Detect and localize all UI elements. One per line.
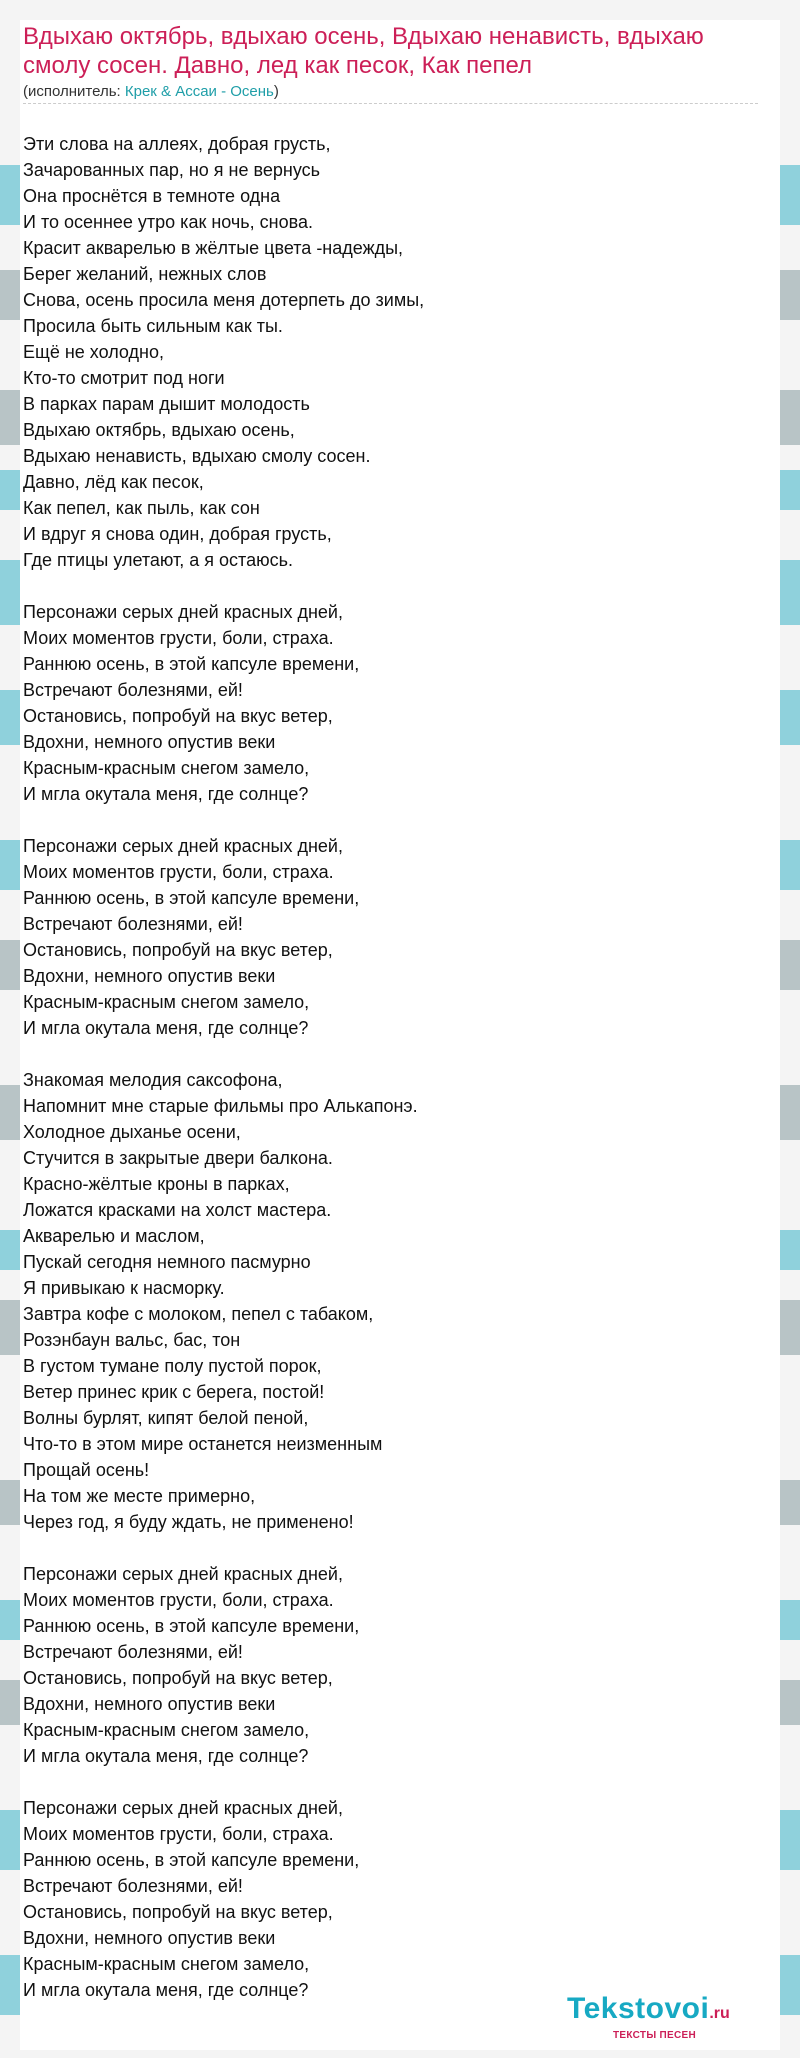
lyrics-line: Акварелью и маслом, <box>23 1226 205 1246</box>
lyrics-line: Эти слова на аллеях, добрая грусть, <box>23 134 331 154</box>
site-logo[interactable] <box>567 1992 730 2026</box>
lyrics-line: Просила быть сильным как ты. <box>23 316 283 336</box>
lyrics-line: Персонажи серых дней красных дней, <box>23 602 343 622</box>
lyrics-line: Как пепел, как пыль, как сон <box>23 498 260 518</box>
lyrics-line: Берег желаний, нежных слов <box>23 264 267 284</box>
lyrics-verse <box>23 599 743 807</box>
title-divider <box>23 103 758 104</box>
lyrics-line: И мгла окутала меня, где солнце? <box>23 1980 309 2000</box>
lyrics-line: И мгла окутала меня, где солнце? <box>23 1018 309 1038</box>
lyrics-line: Кто-то смотрит под ноги <box>23 368 225 388</box>
lyrics-line: Я привыкаю к насморку. <box>23 1278 225 1298</box>
lyrics-line: На том же месте примерно, <box>23 1486 256 1506</box>
lyrics-line: Моих моментов грусти, боли, страха. <box>23 1824 334 1844</box>
lyrics-line: Остановись, попробуй на вкус ветер, <box>23 940 333 960</box>
lyrics-verse <box>23 833 743 1041</box>
lyrics-line: И вдруг я снова один, добрая грусть, <box>23 524 332 544</box>
lyrics-line: Давно, лёд как песок, <box>23 472 204 492</box>
lyrics-line: В густом тумане полу пустой порок, <box>23 1356 322 1376</box>
lyrics-line: Пускай сегодня немного пасмурно <box>23 1252 311 1272</box>
lyrics-line: Розэнбаун вальс, бас, тон <box>23 1330 241 1350</box>
lyrics-line: Завтра кофе с молоком, пепел с табаком, <box>23 1304 374 1324</box>
lyrics-line: Красным-красным снегом замело, <box>23 758 310 778</box>
lyrics-line: Вдохни, немного опустив веки <box>23 1694 276 1714</box>
lyrics-line: Встречают болезнями, ей! <box>23 680 243 700</box>
lyrics-line: Ложатся красками на холст мастера. <box>23 1200 332 1220</box>
lyrics-line: Встречают болезнями, ей! <box>23 1642 243 1662</box>
logo-wordmark: Tekstovoi <box>567 1992 710 2025</box>
lyrics-line: Стучится в закрытые двери балкона. <box>23 1148 333 1168</box>
lyrics-verse <box>23 131 743 573</box>
lyrics-line: Через год, я буду ждать, не применено! <box>23 1512 354 1532</box>
lyrics-line: Знакомая мелодия саксофона, <box>23 1070 283 1090</box>
artist-prefix: (исполнитель: <box>23 83 125 100</box>
lyrics-line: Раннюю осень, в этой капсуле времени, <box>23 888 360 908</box>
lyrics-line: Снова, осень просила меня дотерпеть до зимы, <box>23 290 425 310</box>
lyrics-line: Зачарованных пар, но я не вернусь <box>23 160 321 180</box>
lyrics-line: В парках парам дышит молодость <box>23 394 310 414</box>
lyrics-line: Моих моментов грусти, боли, страха. <box>23 862 334 882</box>
lyrics-line: Раннюю осень, в этой капсуле времени, <box>23 1616 360 1636</box>
lyrics-body <box>23 131 743 2029</box>
lyrics-line: Остановись, попробуй на вкус ветер, <box>23 1902 333 1922</box>
lyrics-line: Красит акварелью в жёлтые цвета -надежды, <box>23 238 404 258</box>
lyrics-line: Остановись, попробуй на вкус ветер, <box>23 706 333 726</box>
lyrics-line: Холодное дыханье осени, <box>23 1122 241 1142</box>
lyrics-line: Остановись, попробуй на вкус ветер, <box>23 1668 333 1688</box>
logo-tagline: ТЕКСТЫ ПЕСЕН <box>613 2030 696 2041</box>
lyrics-line: Персонажи серых дней красных дней, <box>23 1798 343 1818</box>
lyrics-line: Раннюю осень, в этой капсуле времени, <box>23 654 360 674</box>
lyrics-line: Раннюю осень, в этой капсуле времени, <box>23 1850 360 1870</box>
lyrics-line: Красным-красным снегом замело, <box>23 1720 310 1740</box>
lyrics-line: Где птицы улетают, а я остаюсь. <box>23 550 293 570</box>
lyrics-line: Вдохни, немного опустив веки <box>23 966 276 986</box>
lyrics-verse <box>23 1067 743 1535</box>
lyrics-line: Вдохни, немного опустив веки <box>23 1928 276 1948</box>
logo-domain: .ru <box>709 2005 730 2022</box>
lyrics-verse <box>23 1561 743 1769</box>
lyrics-line: Красно-жёлтые кроны в парках, <box>23 1174 290 1194</box>
lyrics-line: Прощай осень! <box>23 1460 150 1480</box>
lyrics-line: Волны бурлят, кипят белой пеной, <box>23 1408 309 1428</box>
lyrics-line: Ветер принес крик с берега, постой! <box>23 1382 325 1402</box>
lyrics-line: Красным-красным снегом замело, <box>23 1954 310 1974</box>
lyrics-line: Моих моментов грусти, боли, страха. <box>23 628 334 648</box>
lyrics-line: Вдохни, немного опустив веки <box>23 732 276 752</box>
lyrics-line: Она проснётся в темноте одна <box>23 186 281 206</box>
lyrics-line: Напомнит мне старые фильмы про Алькапонэ. <box>23 1096 418 1116</box>
lyrics-line: Вдыхаю ненависть, вдыхаю смолу сосен. <box>23 446 371 466</box>
lyrics-line: Красным-красным снегом замело, <box>23 992 310 1012</box>
lyrics-line: Моих моментов грусти, боли, страха. <box>23 1590 334 1610</box>
lyrics-line: Встречают болезнями, ей! <box>23 1876 243 1896</box>
song-title: Вдыхаю октябрь, вдыхаю осень, Вдыхаю ненависть, вдыхаю смолу сосен. Давно, лед как песок, Как пепел <box>23 23 704 79</box>
lyrics-line: И мгла окутала меня, где солнце? <box>23 784 309 804</box>
lyrics-line: Встречают болезнями, ей! <box>23 914 243 934</box>
lyrics-line: Ещё не холодно, <box>23 342 164 362</box>
artist-line <box>23 83 279 101</box>
lyrics-line: И то осеннее утро как ночь, снова. <box>23 212 313 232</box>
lyrics-verse <box>23 1795 743 2003</box>
lyrics-line: Вдыхаю октябрь, вдыхаю осень, <box>23 420 295 440</box>
lyrics-line: Что-то в этом мире останется неизменным <box>23 1434 383 1454</box>
artist-link[interactable]: Крек & Ассаи - Осень <box>124 83 274 100</box>
lyrics-line: Персонажи серых дней красных дней, <box>23 836 343 856</box>
lyrics-line: И мгла окутала меня, где солнце? <box>23 1746 309 1766</box>
lyrics-line: Персонажи серых дней красных дней, <box>23 1564 343 1584</box>
artist-suffix: ) <box>273 83 279 100</box>
